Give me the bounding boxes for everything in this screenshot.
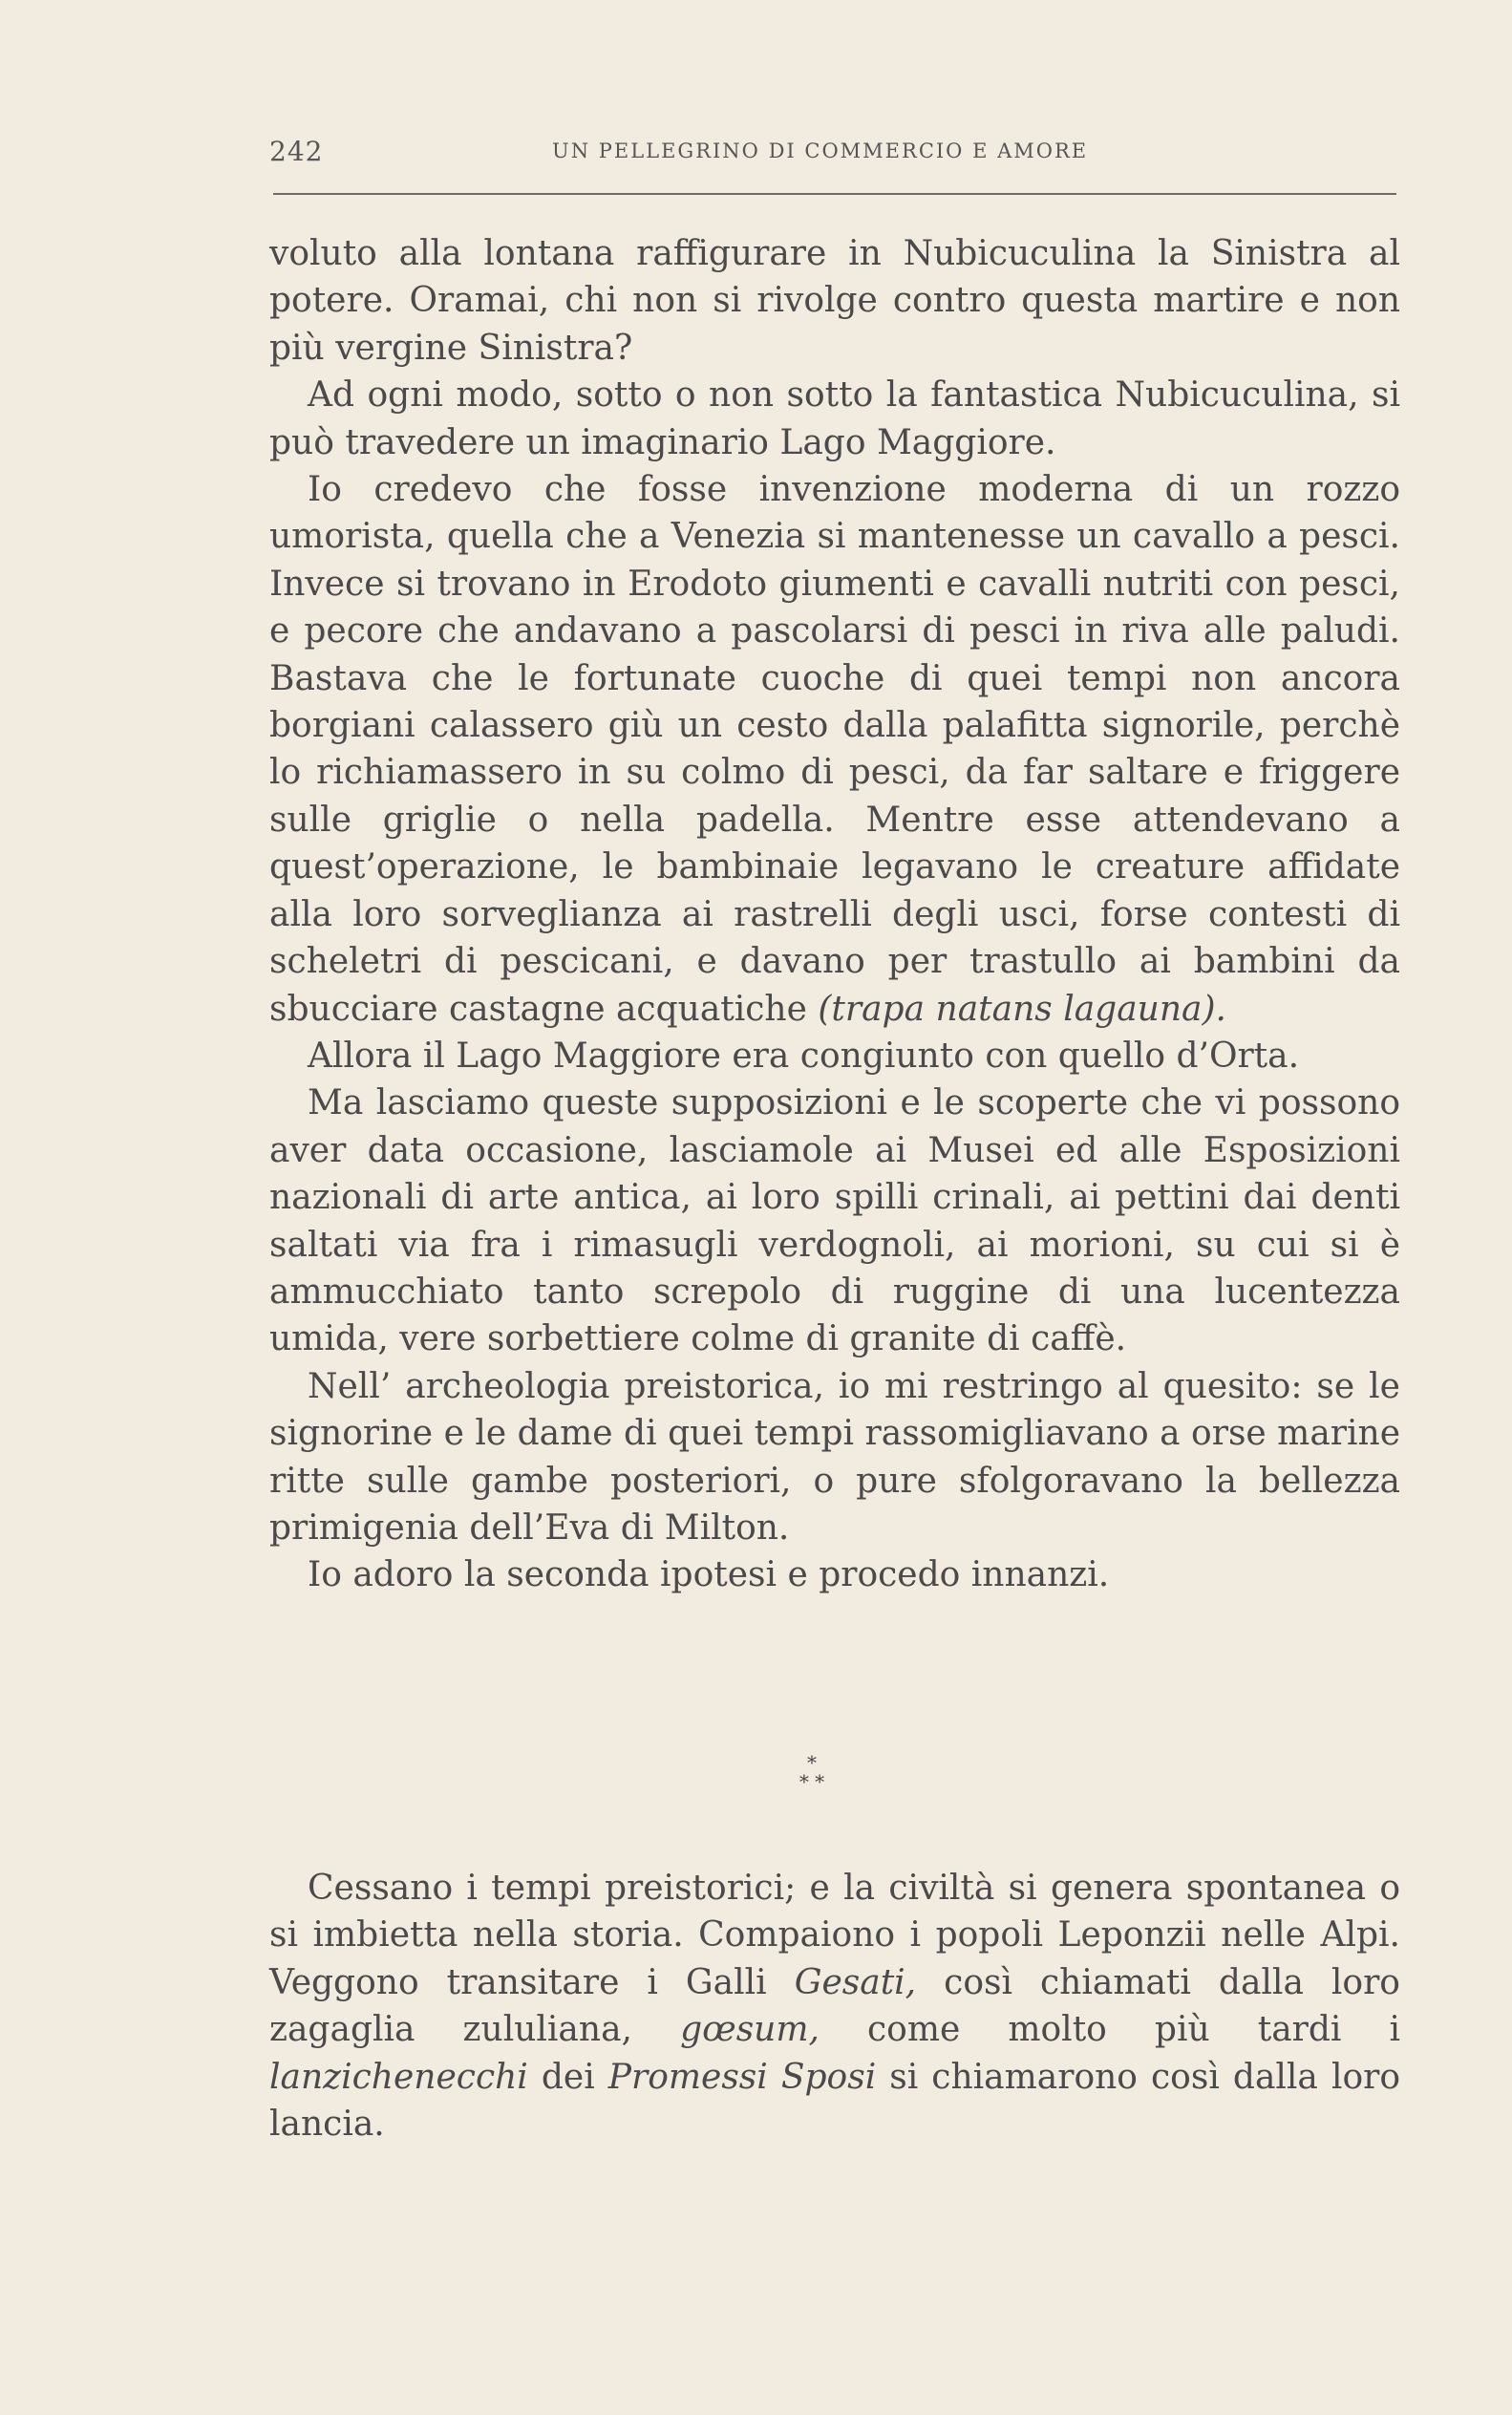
paragraph-3 bbox=[269, 466, 1400, 1033]
paragraph-8 bbox=[269, 1865, 1400, 2148]
paragraph-6: Nell’ archeologia preistorica, io mi restringo al quesito: se le signorine e le dame di quei tempi rassomigliavano a orse marine ritte sulle gambe posteriori, o pure sfolgoravano la bellezza primigenia dell’Eva di Milton. bbox=[269, 1366, 1400, 1548]
asterism-bottom: * * bbox=[799, 1770, 825, 1793]
paragraph-8-text-3: come molto più tardi i bbox=[819, 2010, 1401, 2050]
paragraph-8-italic-2: gœsum, bbox=[680, 2010, 820, 2050]
running-title: UN PELLEGRINO DI COMMERCIO E AMORE bbox=[552, 139, 1089, 162]
paragraph-8-italic-4: Promessi Sposi bbox=[607, 2057, 877, 2097]
paragraph-8-text-2: così chiamati dalla loro zagaglia zululiana, bbox=[269, 1962, 1400, 2050]
paragraph-1: voluto alla lontana raffigurare in Nubicuculina la Sinistra al potere. Oramai, chi non si rivolge contro questa martire e non più vergine Sinistra? bbox=[269, 234, 1400, 368]
paragraph-8-text-4: dei bbox=[527, 2057, 608, 2097]
body-text-section-1 bbox=[269, 230, 1400, 1599]
page-header bbox=[269, 136, 1396, 174]
paragraph-3-italic: (trapa natans lagauna). bbox=[818, 989, 1226, 1029]
asterism-top: * bbox=[807, 1751, 817, 1774]
paragraph-8-italic-3: lanzichenecchi bbox=[269, 2057, 528, 2097]
paragraph-7: Io adoro la seconda ipotesi e procedo innanzi. bbox=[308, 1555, 1110, 1595]
paragraph-3-text: Io credevo che fosse invenzione moderna di un rozzo umorista, quella che a Venezia si mantenesse un cavallo a pesci. Invece si trovano in Erodoto giumenti e cavalli nutriti con pesci, e pecore che andavano a pascolarsi di pesci in riva alle paludi. Bastava che le fortunate cuoche di quei tempi non ancora borgiani calassero giù un cesto dalla palafitta signorile, perchè lo richiamassero in su colmo di pesci, da far saltare e friggere sulle griglie o nella padella. Mentre esse attendevano a quest’operazione, le bambinaie legavano le creature affidate alla loro sorveglianza ai rastrelli degli usci, forse contesti di scheletri di pescicani, e davano per trastullo ai bambini da sbucciare castagne acquatiche bbox=[269, 470, 1400, 1029]
paragraph-8-text-1: Cessano i tempi preistorici; e la civiltà si genera spontanea o si imbietta nella storia. Compaiono i popoli Leponzii nelle Alpi. Veggono transitare i Galli bbox=[269, 1869, 1400, 2002]
section-break-asterism bbox=[783, 1753, 841, 1810]
paragraph-8-text-5: si chiamarono così dalla loro lancia. bbox=[269, 2057, 1401, 2145]
header-rule bbox=[273, 193, 1396, 195]
paragraph-4: Allora il Lago Maggiore era congiunto con quello d’Orta. bbox=[308, 1036, 1300, 1076]
paragraph-8-italic-1: Gesati, bbox=[794, 1962, 917, 2002]
paragraph-2: Ad ogni modo, sotto o non sotto la fantastica Nubicuculina, si può travedere un imaginario Lago Maggiore. bbox=[269, 375, 1400, 462]
body-text-section-2 bbox=[269, 1865, 1400, 2148]
page-number: 242 bbox=[269, 136, 324, 167]
paragraph-5: Ma lasciamo queste supposizioni e le scoperte che vi possono aver data occasione, lasciamole ai Musei ed alle Esposizioni nazionali di arte antica, ai loro spilli crinali, ai pettini dai denti saltati via fra i rimasugli verdognoli, ai morioni, su cui si è ammucchiato tanto screpolo di ruggine di una lucentezza umida, vere sorbettiere colme di granite di caffè. bbox=[269, 1083, 1400, 1359]
